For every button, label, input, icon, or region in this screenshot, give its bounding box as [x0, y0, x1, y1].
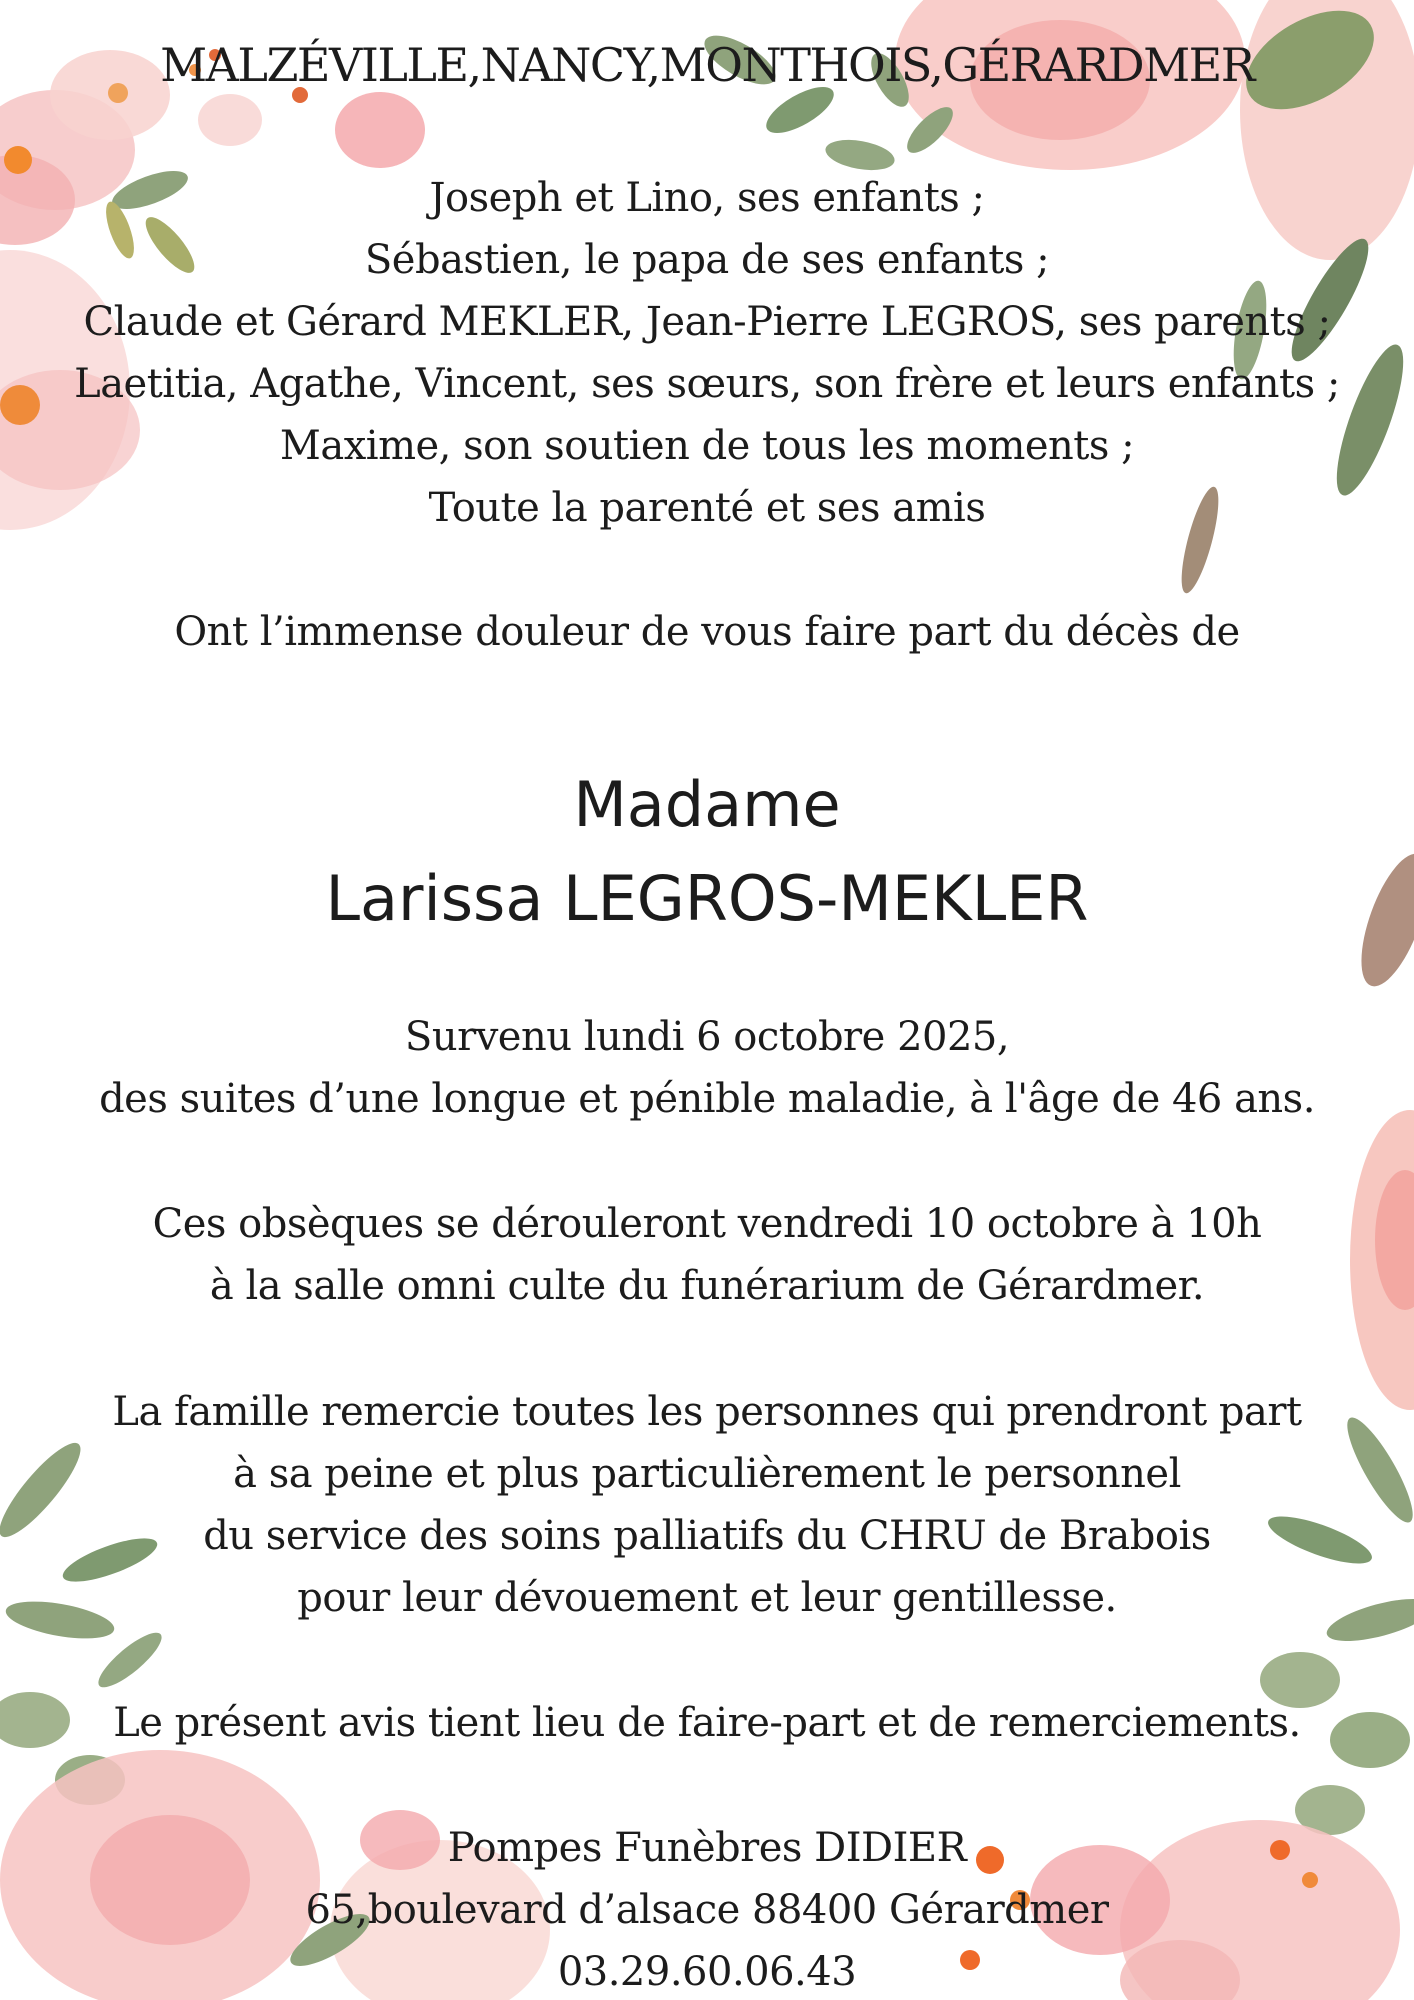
family-line: Maxime, son soutien de tous les moments ;	[279, 423, 1135, 469]
funeral-details: Ces obsèques se dérouleront vendredi 10 octobre à 10h	[152, 1201, 1262, 1247]
family-line: Joseph et Lino, ses enfants ;	[429, 175, 985, 221]
thanks-line: à sa peine et plus particulièrement le personnel	[233, 1451, 1181, 1497]
death-cause: des suites d’une longue et pénible maladie, à l'âge de 46 ans.	[99, 1076, 1315, 1122]
family-line: Toute la parenté et ses amis	[428, 485, 986, 531]
thanks-line: pour leur dévouement et leur gentillesse.	[297, 1575, 1117, 1621]
deceased-title: Madame	[573, 768, 841, 841]
deceased-name: Larissa LEGROS-MEKLER	[325, 862, 1089, 935]
death-date: Survenu lundi 6 octobre 2025,	[404, 1014, 1010, 1060]
funeral-location: à la salle omni culte du funérarium de Gérardmer.	[209, 1263, 1205, 1309]
funeral-home-address: 65,boulevard d’alsace 88400 Gérardmer	[305, 1887, 1109, 1933]
thanks-line: du service des soins palliatifs du CHRU de Brabois	[203, 1513, 1211, 1559]
notice-text: Le présent avis tient lieu de faire-part et de remerciements.	[113, 1700, 1301, 1746]
towns-header: MALZÉVILLE,NANCY,MONTHOIS,GÉRARDMER	[160, 38, 1254, 92]
thanks-line: La famille remercie toutes les personnes qui prendront part	[112, 1389, 1302, 1435]
funeral-home-phone: 03.29.60.06.43	[557, 1949, 857, 1995]
funeral-home-name: Pompes Funèbres DIDIER	[447, 1825, 967, 1871]
family-line: Claude et Gérard MEKLER, Jean-Pierre LEGROS, ses parents ;	[83, 299, 1331, 345]
announcement-text: Ont l’immense douleur de vous faire part du décès de	[174, 609, 1240, 655]
family-line: Sébastien, le papa de ses enfants ;	[364, 237, 1050, 283]
family-line: Laetitia, Agathe, Vincent, ses sœurs, son frère et leurs enfants ;	[74, 361, 1340, 407]
